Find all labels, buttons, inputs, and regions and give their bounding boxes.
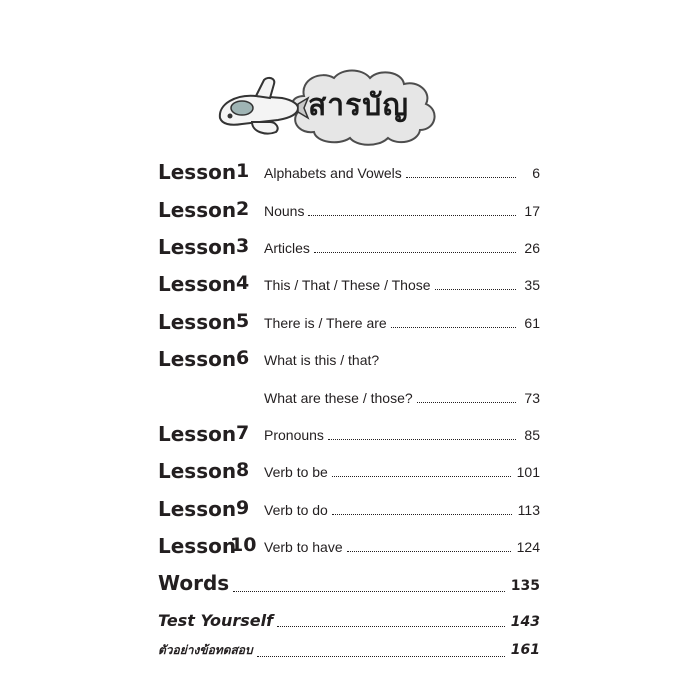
page-number: 35 [524, 277, 540, 293]
lesson-title: Pronouns [264, 427, 324, 443]
lesson-label: Lesson [158, 160, 237, 184]
toc-row [0, 272, 698, 302]
toc-row [0, 310, 698, 340]
toc-row [0, 235, 698, 265]
toc-entry [264, 165, 540, 181]
page-title: สารบัญ [308, 88, 409, 123]
test-title: Test Yourself [158, 611, 274, 630]
leader-dots [347, 550, 511, 552]
lesson-title-continued: What are these / those? [264, 390, 413, 406]
toc-row [0, 160, 698, 190]
toc-row [0, 459, 698, 489]
leader-dots [406, 176, 516, 178]
page-number: 101 [516, 464, 540, 480]
page-number: 85 [524, 427, 540, 443]
page-number: 143 [510, 614, 540, 630]
lesson-title: There is / There are [264, 315, 387, 331]
lesson-number: 7 [236, 422, 250, 444]
toc-row-continued [0, 385, 698, 415]
lesson-title: Nouns [264, 203, 305, 219]
toc-row [0, 534, 698, 564]
lesson-number: 1 [236, 160, 250, 182]
lesson-title: Verb to be [264, 464, 328, 480]
toc-entry [264, 464, 540, 480]
lesson-label: Lesson [158, 459, 237, 483]
page-number: 113 [517, 502, 540, 518]
toc-row [0, 422, 698, 452]
toc-entry [264, 390, 540, 406]
lesson-number: 9 [236, 497, 250, 519]
page-number: 6 [532, 165, 540, 181]
page-number: 73 [524, 390, 540, 406]
toc-entry-test [158, 611, 540, 630]
airplane-icon [220, 78, 308, 134]
lesson-label: Lesson [158, 235, 237, 259]
lesson-label: Lesson [158, 272, 237, 296]
lesson-label: Lesson [158, 310, 237, 334]
leader-dots [308, 214, 516, 216]
lesson-title: This / That / These / Those [264, 277, 431, 293]
lesson-number: 6 [236, 347, 250, 369]
lesson-title: Articles [264, 240, 310, 256]
leader-dots [328, 438, 516, 440]
lesson-label: Lesson [158, 497, 237, 521]
lesson-label: Lesson [158, 422, 237, 446]
toc-row [0, 347, 698, 377]
toc-entry-sample [158, 641, 540, 660]
page-number: 61 [524, 315, 540, 331]
lesson-title: What is this / that? [264, 352, 380, 368]
leader-dots [314, 251, 516, 253]
lesson-title: Verb to do [264, 502, 328, 518]
toc-entry [264, 203, 540, 219]
leader-dots [332, 475, 511, 477]
leader-dots [277, 625, 505, 627]
words-title: Words [158, 571, 230, 595]
leader-dots [332, 513, 512, 515]
leader-dots [417, 401, 516, 403]
toc-row [0, 497, 698, 527]
page-number: 161 [510, 642, 540, 658]
lesson-title: Alphabets and Vowels [264, 165, 402, 181]
lesson-number: 5 [236, 310, 250, 332]
toc-entry [264, 315, 540, 331]
toc-entry [264, 277, 540, 293]
toc-entry [264, 352, 540, 368]
toc-entry [264, 427, 540, 443]
toc-row [0, 198, 698, 228]
page-number: 17 [524, 203, 540, 219]
lesson-number: 3 [236, 235, 250, 257]
lesson-title: Verb to have [264, 539, 343, 555]
page-number: 135 [510, 578, 540, 594]
lesson-number: 8 [236, 459, 250, 481]
sample-title: ตัวอย่างข้อทดสอบ [158, 643, 253, 657]
leader-dots [233, 590, 505, 592]
lesson-number: 10 [230, 534, 257, 556]
page-number: 124 [516, 539, 540, 555]
lesson-label: Lesson [158, 534, 237, 558]
lesson-number: 4 [236, 272, 250, 294]
leader-dots [257, 655, 505, 657]
lesson-label: Lesson [158, 347, 237, 371]
toc-entry [264, 539, 540, 555]
toc-entry [264, 240, 540, 256]
toc-entry [264, 502, 540, 518]
toc-entry-words [158, 571, 540, 595]
lesson-label: Lesson [158, 198, 237, 222]
page-number: 26 [524, 240, 540, 256]
leader-dots [435, 288, 516, 290]
lesson-number: 2 [236, 198, 250, 220]
leader-dots [391, 326, 516, 328]
toc-header [212, 66, 452, 148]
